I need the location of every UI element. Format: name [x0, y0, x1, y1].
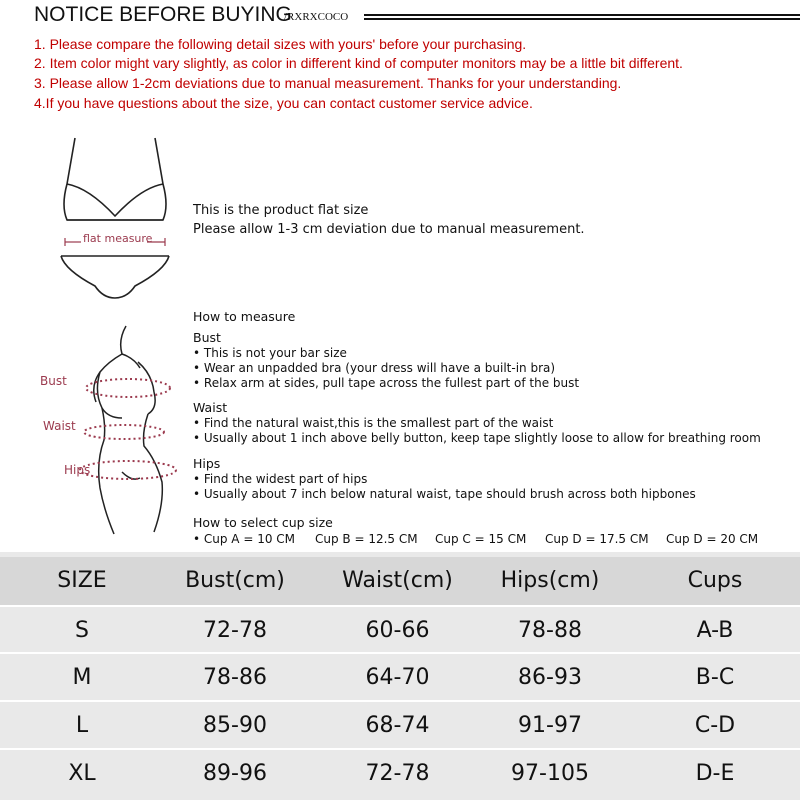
table-row: [0, 750, 800, 798]
cell-bust: 85-90: [203, 713, 267, 738]
notice-header: [34, 3, 800, 31]
cell-hips: 91-97: [518, 713, 582, 738]
cup-d: Cup D = 17.5 CM: [545, 532, 649, 546]
cell-hips: 78-88: [518, 618, 582, 643]
figure-label-hips: Hips: [64, 463, 91, 477]
cell-bust: 78-86: [203, 665, 267, 690]
table-row: [0, 607, 800, 655]
cell-waist: 68-74: [365, 713, 430, 738]
bust-bullet-1: • This is not your bar size: [193, 346, 347, 360]
flat-size-line-1: This is the product flat size: [193, 203, 369, 218]
cup-a: • Cup A = 10 CM: [193, 532, 296, 546]
cell-size: L: [75, 713, 89, 738]
header-size: SIZE: [57, 568, 107, 593]
bust-bullet-2: • Wear an unpadded bra (your dress will have a built-in bra): [193, 361, 556, 375]
table-row: [0, 654, 800, 702]
figure-label-waist: Waist: [43, 419, 76, 433]
cell-waist: 60-66: [365, 618, 430, 643]
notice-line-3: 3. Please allow 1-2cm deviations due to manual measurement. Thanks for your understanding.: [34, 75, 622, 91]
body-outline-icon: [94, 326, 163, 534]
cell-bust: 89-96: [203, 761, 267, 786]
how-to-measure-title: How to measure: [193, 309, 296, 324]
cell-size: XL: [68, 761, 96, 786]
bust-bullet-3: • Relax arm at sides, pull tape across the fullest part of the bust: [193, 376, 580, 390]
size-table: [0, 552, 800, 800]
bikini-top-icon: [64, 138, 166, 220]
cell-cups: B-C: [695, 665, 735, 690]
cell-size: M: [72, 665, 92, 690]
waist-bullet-2: • Usually about 1 inch above belly button, keep tape slightly loose to allow for breathing room: [193, 431, 761, 445]
flat-measure-label: flat measure: [83, 232, 153, 245]
cell-size: S: [75, 618, 89, 643]
header-double-rule: [364, 14, 800, 20]
waist-title: Waist: [193, 400, 228, 415]
notice-line-1: 1. Please compare the following detail sizes with yours' before your purchasing.: [34, 36, 527, 52]
cup-c: Cup C = 15 CM: [435, 532, 527, 546]
table-header-row: [0, 557, 800, 605]
figure-label-bust: Bust: [40, 374, 67, 388]
cell-cups: A-B: [696, 618, 734, 643]
cell-hips: 86-93: [518, 665, 582, 690]
notice-line-4: 4.If you have questions about the size, you can contact customer service advice.: [34, 95, 533, 111]
header-hips: Hips(cm): [500, 568, 600, 593]
cell-waist: 72-78: [365, 761, 430, 786]
notice-line-2: 2. Item color might vary slightly, as color in different kind of computer monitors may be a little bit different.: [34, 55, 683, 71]
cell-waist: 64-70: [365, 665, 430, 690]
waist-bullet-1: • Find the natural waist,this is the smallest part of the waist: [193, 416, 554, 430]
hips-bullet-1: • Find the widest part of hips: [193, 472, 368, 486]
cell-bust: 72-78: [203, 618, 267, 643]
notice-title: NOTICE BEFORE BUYING: [34, 3, 292, 26]
body-measure-illustration: [78, 322, 188, 537]
hips-bullet-2: • Usually about 7 inch below natural waist, tape should brush across both hipbones: [193, 487, 696, 501]
cup-size-title: How to select cup size: [193, 515, 333, 530]
header-cups: Cups: [687, 568, 743, 593]
bust-title: Bust: [193, 330, 221, 345]
header-bust: Bust(cm): [185, 568, 285, 593]
cell-cups: D-E: [695, 761, 735, 786]
table-row: [0, 702, 800, 750]
bikini-bottom-icon: [61, 256, 169, 298]
cup-d-2: Cup D = 20 CM: [666, 532, 759, 546]
hips-title: Hips: [193, 456, 221, 471]
header-waist: Waist(cm): [342, 568, 453, 593]
brand-name: /RXRXCOCO: [284, 11, 349, 23]
flat-size-line-2: Please allow 1-3 cm deviation due to manual measurement.: [193, 222, 585, 237]
cell-cups: C-D: [694, 713, 736, 738]
cup-b: Cup B = 12.5 CM: [315, 532, 418, 546]
bikini-flat-illustration: [55, 130, 185, 305]
cell-hips: 97-105: [511, 761, 589, 786]
